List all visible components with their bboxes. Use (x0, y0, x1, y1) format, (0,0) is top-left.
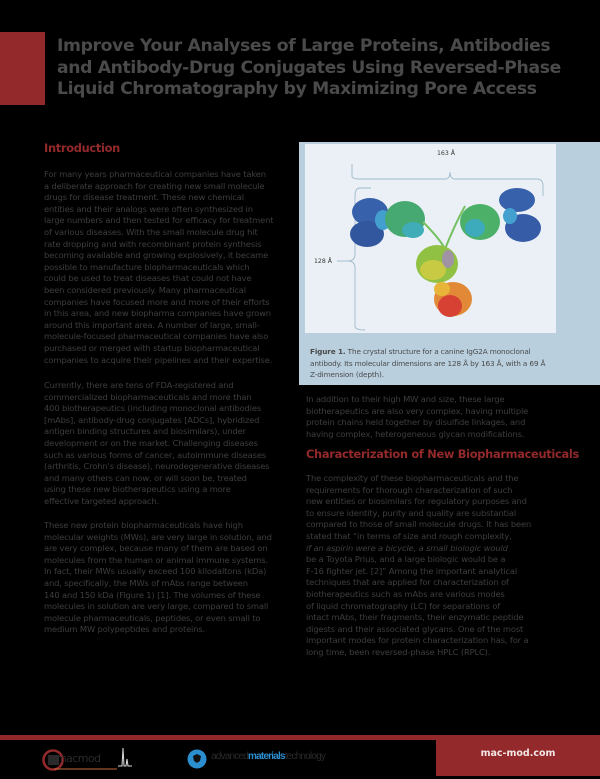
amt-word-2: materials (247, 751, 285, 762)
text-line: digests and their associated glycans. One of the most (306, 623, 524, 634)
amt-logo (187, 746, 337, 772)
text-line: development or on the market. Challenging diseases (44, 437, 258, 448)
text-line: medium MW polypeptides and proteins. (44, 624, 206, 635)
introduction-heading: Introduction (44, 141, 120, 155)
text-line: 140 and 150 kDa (Figure 1) [1]. The volumes of these (44, 589, 261, 600)
figure-caption-line-2: antibody. Its molecular dimensions are 128 Å by 163 Å, with a 69 Å (310, 358, 546, 368)
figure-image (305, 144, 556, 333)
header-accent-bar (0, 32, 45, 105)
text-line: a deliberate approach for creating new small molecule (44, 180, 265, 191)
text-line: stated that “in terms of size and rough complexity, (306, 530, 512, 541)
text-line: long time, been reversed-phase HPLC (RPLC). (306, 646, 491, 657)
caption-text: The crystal structure for a canine IgG2A monoclonal (345, 347, 531, 356)
text-line: effective targeted approach. (44, 495, 159, 506)
title-line-3: Liquid Chromatography by Maximizing Pore Access (57, 79, 537, 99)
text-line: molecule-focused pharmaceutical companies have also (44, 331, 269, 342)
text-line: companies to acquire their pipelines and their expertise. (44, 354, 273, 365)
characterization-heading: Characterization of New Biopharmaceuticals (306, 447, 579, 461)
text-line: and many others can now, or will soon be, treated (44, 472, 247, 483)
text-line: (arthritis, Crohn's disease), neurodegenerative diseases (44, 461, 270, 472)
text-line: These new protein biopharmaceuticals have high (44, 520, 243, 530)
amt-logo-icon (187, 749, 207, 769)
text-line: techniques that are applied for characterization of (306, 577, 509, 588)
amt-logo-text (211, 751, 325, 762)
text-line: rate dropping and with recombinant protein synthesis (44, 238, 262, 249)
figure-caption (310, 346, 570, 381)
text-line: of various diseases. With the small molecule drug hit (44, 226, 258, 237)
text-line: molecules in solution are very large, compared to small (44, 601, 269, 612)
text-line: For many years pharmaceutical companies have taken (44, 169, 266, 179)
text-line: intact mAbs, their fragments, their enzymatic peptide (306, 612, 524, 623)
text-line: drugs for disease treatment. These new chemical (44, 192, 244, 203)
text-line: 400 biotherapeutics (including monoclonal antibodies (44, 403, 262, 414)
footer-url-link[interactable]: mac-mod.com (480, 748, 556, 759)
title-line-2: and Antibody-Drug Conjugates Using Reversed-Phase (57, 57, 561, 78)
page-title (57, 36, 597, 101)
text-line: in this area, and new biopharma companies have grown (44, 308, 271, 319)
text-line: large numbers and then tested for efficacy for treatment (44, 215, 274, 226)
text-line: In addition to their high MW and size, these large (306, 394, 505, 404)
text-line: are very complex, because many of them are based on (44, 543, 268, 554)
text-line: important modes for protein characterization has, for a (306, 635, 529, 646)
text-line: requirements for thorough characterization of such (306, 484, 513, 495)
intro-paragraph-3 (44, 520, 294, 636)
title-line-1: Improve Your Analyses of Large Proteins, Antibodies (57, 36, 551, 56)
height-dimension-label: 128 Å (314, 258, 333, 265)
intro-paragraph-1 (44, 169, 294, 366)
text-line: molecules from the human or animal immune systems. (44, 554, 268, 565)
text-line: purchased or merged with startup biopharmaceutical (44, 342, 260, 353)
text-line: companies have focused more and more of their efforts (44, 296, 270, 307)
text-line: [mAbs], antibody-drug conjugates [ADCs], hybridized (44, 414, 260, 425)
text-line: having complex, heterogeneous glycan modifications. (306, 428, 525, 439)
text-line: Currently, there are tens of FDA-registered and (44, 380, 234, 390)
text-line: could be used to treat diseases that could not have (44, 273, 252, 284)
text-line: molecular weights (MWs), are very large in solution, and (44, 531, 272, 542)
text-line: entities and their analogs were often synthesized in (44, 203, 253, 214)
text-line: of liquid chromatography (LC) for separations of (306, 600, 501, 611)
figure-caption-label: Figure 1. (310, 347, 346, 356)
figure-caption-line-1 (310, 347, 531, 356)
right-paragraph-1 (306, 394, 576, 440)
amt-word-1: advanced (211, 751, 248, 762)
right-paragraph-2 (306, 473, 576, 659)
text-line: using these new biotherapeutics using a more (44, 484, 231, 495)
macmod-logo (42, 742, 142, 774)
text-line: around this important area. A number of large, small- (44, 319, 260, 330)
text-line: The complexity of these biopharmaceuticals and the (306, 473, 519, 483)
text-line: been considered previously. Many pharmaceutical (44, 284, 246, 295)
text-line: molecule pharmaceuticals, peptides, or even small to (44, 612, 261, 623)
width-dimension-label: 163 Å (437, 150, 456, 157)
text-line: be a Toyota Prius, and a large biologic would be a (306, 554, 506, 565)
figure-caption-line-3: Z-dimension (depth). (310, 370, 384, 380)
text-line: and, specifically, the MWs of mAbs range between (44, 577, 248, 588)
amt-word-3: technology (284, 751, 326, 762)
text-line: possible to manufacture biopharmaceuticals which (44, 261, 250, 272)
macmod-logo-text: macmod (56, 752, 101, 765)
text-line: compared to those of small molecule drugs. It has been (306, 519, 532, 530)
text-line: such as various forms of cancer, autoimmune diseases (44, 449, 267, 460)
text-line-italic: if an aspirin were a bicycle, a small biologic would (306, 542, 508, 553)
text-line: protein chains held together by disulfide linkages, and (306, 417, 526, 428)
text-line: commercialized biopharmaceuticals and more than (44, 391, 252, 402)
text-line: to ensure identity, purity and quality are substantial (306, 507, 517, 518)
text-line: F-16 fighter jet. [2]” Among the important analytical (306, 565, 518, 576)
antibody-structure-illustration (305, 144, 556, 333)
text-line: antigen binding structures and biosimilars), under (44, 426, 246, 437)
text-line: becoming available and growing explosively, it became (44, 250, 269, 261)
text-line: new entities or biosimilars for regulatory purposes and (306, 496, 527, 507)
text-line: In fact, their MWs usually exceed 100 kilodaltons (kDa) (44, 566, 267, 577)
text-line: biotherapeutics such as mAbs are various modes (306, 588, 505, 599)
text-line: biotherapeutics are also very complex, having multiple (306, 405, 529, 416)
intro-paragraph-2 (44, 380, 294, 508)
